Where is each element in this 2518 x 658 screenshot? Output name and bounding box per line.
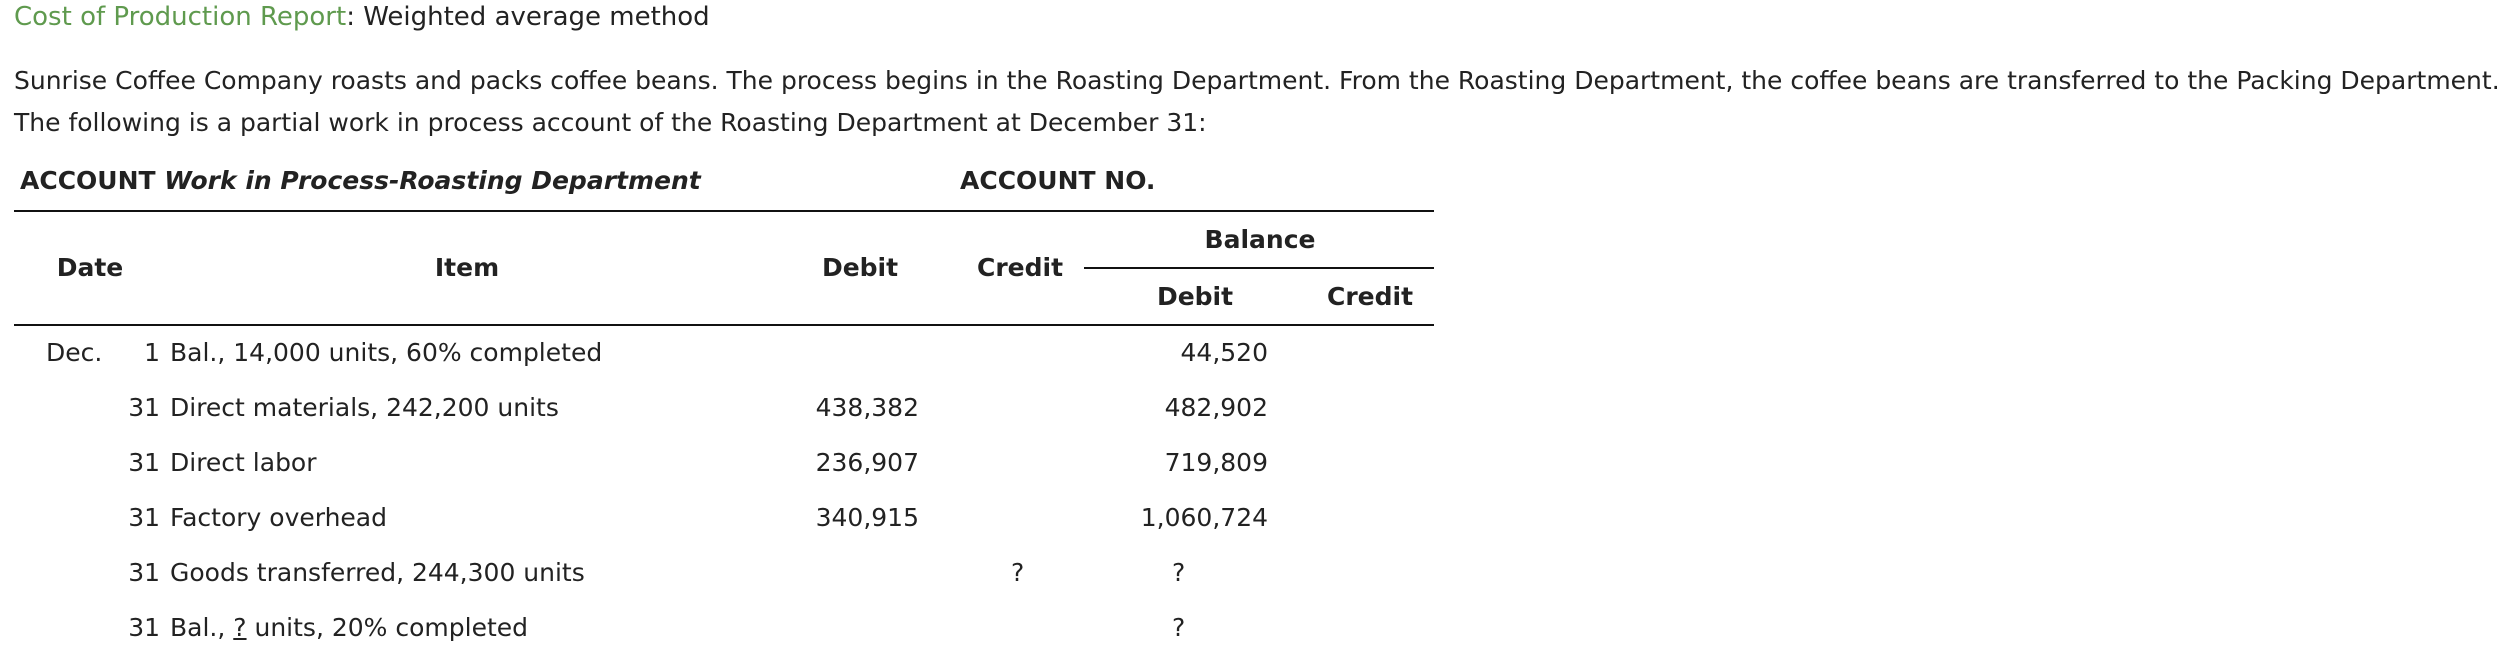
row2-debit: 438,382 <box>815 393 919 422</box>
row5-balance-debit-unknown: ? <box>1172 558 1186 587</box>
row4-balance-debit: 1,060,724 <box>1140 503 1268 532</box>
row3-day: 31 <box>128 448 160 477</box>
header-balance: Balance <box>1204 225 1316 254</box>
row6-balance-debit-unknown: ? <box>1172 613 1186 642</box>
row5-item: Goods transferred, 244,300 units <box>170 558 585 587</box>
row1-month: Dec. <box>46 338 103 367</box>
account-prefix: ACCOUNT <box>20 166 156 195</box>
header-credit: Credit <box>976 253 1064 282</box>
header-balance-credit: Credit <box>1326 282 1414 311</box>
table-header-bottom-rule <box>14 324 1434 326</box>
cost-of-production-report-link[interactable]: Cost of Production Report <box>14 2 347 32</box>
balance-divider-rule <box>1084 267 1434 269</box>
problem-intro: Sunrise Coffee Company roasts and packs coffee beans. The process begins in the Roasting Department. From the Roasting Department, the coffee beans are transferred to the Packing Department. The following is a partial work in process account of the Roasting Department at December 31: <box>14 66 2500 137</box>
header-debit: Debit <box>821 253 899 282</box>
row3-balance-debit: 719,809 <box>1164 448 1268 477</box>
title-method: Weighted average method <box>363 2 710 32</box>
account-name: Work in Process-Roasting Department <box>164 166 701 195</box>
row6-item-suffix: units, 20% completed <box>246 613 529 642</box>
row2-balance-debit: 482,902 <box>1164 393 1268 422</box>
table-top-rule <box>14 210 1434 212</box>
row3-item: Direct labor <box>170 448 317 477</box>
row6-units-blank: ? <box>233 613 247 642</box>
row5-credit-unknown: ? <box>1011 558 1025 587</box>
row4-day: 31 <box>128 503 160 532</box>
row6-item <box>170 613 528 643</box>
account-label <box>20 166 701 195</box>
header-item: Item <box>434 253 500 282</box>
row5-day: 31 <box>128 558 160 587</box>
row2-day: 31 <box>128 393 160 422</box>
account-number-label: ACCOUNT NO. <box>960 166 1156 195</box>
row1-balance-debit: 44,520 <box>1180 338 1268 367</box>
row1-item: Bal., 14,000 units, 60% completed <box>170 338 603 367</box>
title-separator: : <box>346 2 355 32</box>
row4-debit: 340,915 <box>815 503 919 532</box>
row6-day: 31 <box>128 613 160 642</box>
header-date: Date <box>56 253 124 282</box>
row2-item: Direct materials, 242,200 units <box>170 393 559 422</box>
row4-item: Factory overhead <box>170 503 387 532</box>
report-title <box>14 0 710 34</box>
row3-debit: 236,907 <box>815 448 919 477</box>
header-balance-debit: Debit <box>1156 282 1234 311</box>
row1-day: 1 <box>144 338 160 367</box>
row6-item-prefix: Bal., <box>170 613 234 642</box>
